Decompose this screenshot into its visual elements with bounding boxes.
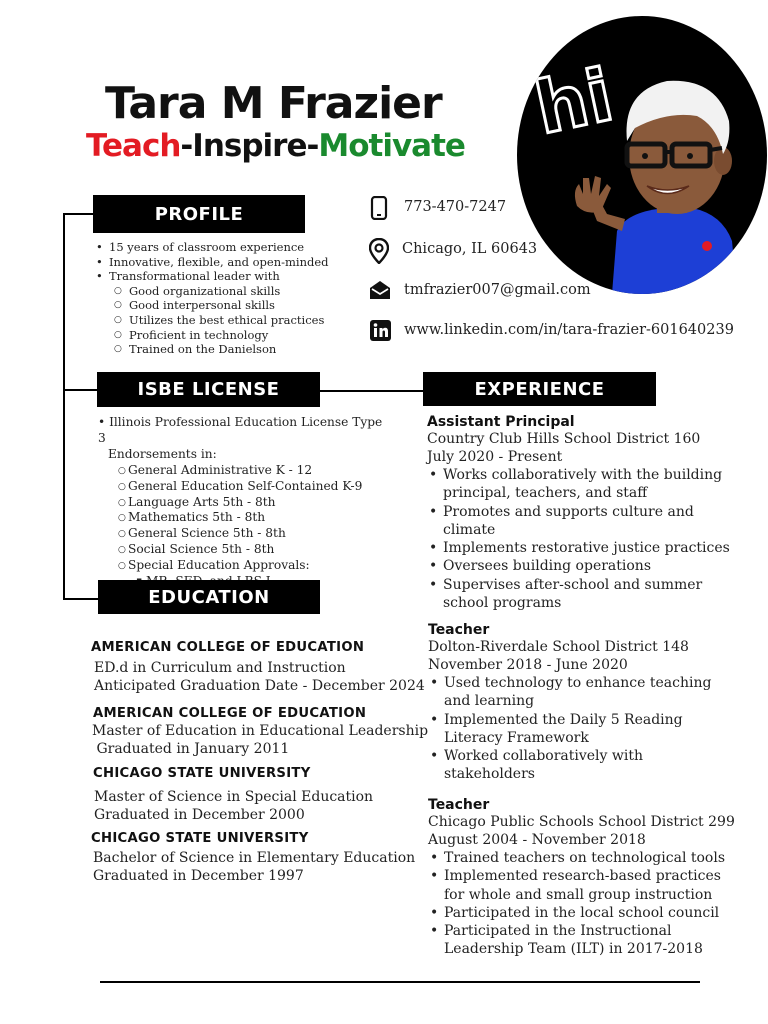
endorsement-item: ○ Special Education Approvals: (98, 558, 388, 574)
profile-list (93, 240, 363, 357)
job-bullet: • Implemented the Daily 5 Reading Literacy Framework (428, 711, 758, 748)
job-title: Teacher (428, 622, 490, 638)
job-organization: Chicago Public Schools School District 299 (428, 814, 735, 830)
job-entry (428, 797, 758, 959)
education-degree: ED.d in Curriculum and Instruction (94, 660, 346, 676)
email-address[interactable]: tmfrazier007@gmail.com (404, 282, 591, 298)
education-heading: EDUCATION (98, 580, 320, 614)
bottom-divider (100, 981, 700, 983)
education-school: AMERICAN COLLEGE OF EDUCATION (91, 640, 365, 655)
profile-subitem: ○ Utilizes the best ethical practices (93, 313, 363, 328)
job-bullet: • Supervises after-school and summer school programs (427, 576, 757, 613)
connector-education (63, 598, 98, 600)
endorsement-item: ○ Mathematics 5th - 8th (98, 510, 388, 526)
tagline-sep-2: - (306, 128, 319, 164)
education-school: CHICAGO STATE UNIVERSITY (93, 766, 311, 781)
phone-icon (370, 196, 388, 224)
tagline-sep-1: - (180, 128, 193, 164)
job-bullet: • Participated in the local school council (428, 904, 758, 922)
endorsement-item: ○ General Science 5th - 8th (98, 526, 388, 542)
profile-item: • Innovative, flexible, and open-minded (93, 255, 363, 270)
job-organization: Country Club Hills School District 160 (427, 431, 701, 447)
job-dates: November 2018 - June 2020 (428, 657, 628, 673)
job-title: Teacher (428, 797, 490, 813)
email-envelope-icon (369, 279, 391, 305)
job-entry (427, 414, 757, 612)
endorsement-item: ○ General Administrative K - 12 (98, 463, 388, 479)
job-bullet: • Participated in the Instructional Leadership Team (ILT) in 2017-2018 (428, 922, 758, 959)
job-organization: Dolton-Riverdale School District 148 (428, 639, 689, 655)
tagline (86, 128, 465, 164)
phone-number: 773-470-7247 (404, 199, 507, 215)
job-entry (428, 622, 758, 784)
job-bullet: • Used technology to enhance teaching and learning (428, 674, 758, 711)
endorsement-item: ○ Social Science 5th - 8th (98, 542, 388, 558)
connector-license (63, 389, 97, 391)
endorsement-item: ○ General Education Self-Contained K-9 (98, 479, 388, 495)
profile-subitem: ○ Proficient in technology (93, 328, 363, 343)
profile-subitem: ○ Good interpersonal skills (93, 298, 363, 313)
job-bullet: • Implements restorative justice practices (427, 539, 757, 557)
avatar-hi-text: hi (528, 52, 620, 151)
profile-subitem: ○ Good organizational skills (93, 284, 363, 299)
job-dates: August 2004 - November 2018 (428, 832, 646, 848)
experience-heading: EXPERIENCE (423, 372, 656, 406)
bitmoji-avatar-image (517, 16, 767, 294)
linkedin-icon (370, 320, 391, 345)
education-date: Graduated in December 2000 (94, 807, 305, 823)
education-date: Anticipated Graduation Date - December 2024 (94, 678, 425, 694)
education-degree: Bachelor of Science in Elementary Education (93, 850, 416, 866)
job-dates: July 2020 - Present (427, 449, 563, 465)
candidate-name: Tara M Frazier (105, 78, 442, 129)
connector-experience (320, 390, 424, 392)
profile-item: • 15 years of classroom experience (93, 240, 363, 255)
job-bullet: • Works collaboratively with the building principal, teachers, and staff (427, 466, 757, 503)
license-heading: ISBE LICENSE (97, 372, 320, 407)
job-bullet: • Worked collaboratively with stakeholders (428, 747, 758, 784)
job-bullet: • Oversees building operations (427, 557, 757, 575)
tagline-teach: Teach (86, 128, 181, 164)
linkedin-url[interactable]: www.linkedin.com/in/tara-frazier-601640239 (404, 322, 734, 338)
job-bullet: • Trained teachers on technological tools (428, 849, 758, 867)
connector-profile (63, 213, 93, 215)
license-endorsements-label: Endorsements in: (108, 446, 217, 461)
left-connector-vertical (63, 213, 65, 600)
profile-heading: PROFILE (93, 195, 305, 233)
education-degree: Master of Science in Special Education (94, 789, 374, 805)
profile-subitem: ○ Trained on the Danielson (93, 342, 363, 357)
endorsement-item: ○ Language Arts 5th - 8th (98, 495, 388, 511)
education-school: AMERICAN COLLEGE OF EDUCATION (93, 706, 367, 721)
education-school: CHICAGO STATE UNIVERSITY (91, 831, 309, 846)
location-pin-icon (369, 238, 389, 268)
job-bullet: • Implemented research-based practices for whole and small group instruction (428, 867, 758, 904)
job-title: Assistant Principal (427, 414, 575, 430)
tagline-inspire: Inspire (192, 128, 307, 164)
license-type: • Illinois Professional Education License Type 3 (98, 415, 383, 445)
education-degree: Master of Education in Educational Leadership (92, 723, 429, 739)
profile-item: • Transformational leader with (93, 269, 363, 284)
education-date: Graduated in January 2011 (92, 741, 290, 757)
avatar (517, 16, 767, 294)
tagline-motivate: Motivate (318, 128, 465, 164)
education-date: Graduated in December 1997 (93, 868, 304, 884)
license-list (98, 415, 388, 590)
location-text: Chicago, IL 60643 (402, 241, 538, 257)
job-bullet: • Promotes and supports culture and climate (427, 503, 757, 540)
